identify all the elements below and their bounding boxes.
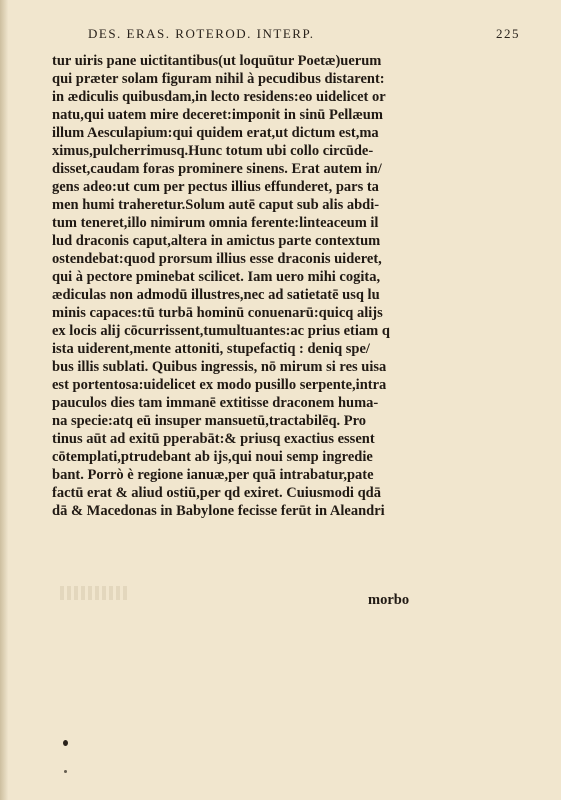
text-line: men humi traheretur.Solum autē caput sub alis abdi- xyxy=(52,197,380,213)
text-line: lud draconis caput,altera in amictus parte contextum xyxy=(52,233,381,249)
text-line: gens adeo:ut cum per pectus illius effunderet, pars ta xyxy=(52,179,379,195)
text-line: est portentosa:uidelicet ex modo pusillo serpente,intra xyxy=(52,377,387,393)
page-number: 225 xyxy=(496,26,520,41)
text-line: disset,caudam foras prominere sinens. Erat autem in/ xyxy=(52,161,382,177)
text-line: ista uiderent,mente attoniti, stupefactiq : deniq spe/ xyxy=(52,341,370,357)
text-line: natu,qui uatem mire deceret:imponit in sinū Pellæum xyxy=(52,107,383,123)
text-line: illum Aesculapium:qui quidem erat,ut dictum est,ma xyxy=(52,125,379,141)
text-line: qui præter solam figuram nihil à pecudibus distarent: xyxy=(52,71,385,87)
ink-spot xyxy=(64,770,67,773)
text-line: minis capaces:tū turbā hominū conuenarū:quicq alijs xyxy=(52,305,383,321)
text-line: tum teneret,illo nimirum omnia ferente:linteaceum il xyxy=(52,215,379,231)
text-line: tur uiris pane uictitantibus(ut loquūtur Poetæ)uerum xyxy=(52,53,382,69)
text-line: ex locis alij cōcurrissent,tumultuantes:ac prius etiam q xyxy=(52,323,390,339)
body-text xyxy=(52,52,432,520)
ink-spot xyxy=(63,740,68,746)
text-line: factū erat & aliud ostiū,per qd exiret. Cuiusmodi qdā xyxy=(52,485,381,501)
text-line: pauculos dies tam immanē extitisse draconem huma- xyxy=(52,395,379,411)
text-line: in ædiculis quibusdam,in lecto residens:eo uidelicet or xyxy=(52,89,386,105)
page-header xyxy=(88,26,520,42)
text-line: tinus aūt ad exitū pperabāt:& priusq exactius essent xyxy=(52,431,375,447)
page-gutter-edge xyxy=(0,0,8,800)
running-head: DES. ERAS. ROTEROD. INTERP. xyxy=(88,26,315,41)
text-line: dā & Macedonas in Babylone fecisse ferūt in Aleandri xyxy=(52,503,385,519)
catchword: morbo xyxy=(368,592,410,608)
text-line: ostendebat:quod prorsum illius esse draconis uideret, xyxy=(52,251,382,267)
text-line: bus illis sublati. Quibus ingressis, nō mirum si res uisa xyxy=(52,359,387,375)
text-line: cōtemplati,ptrudebant ab ijs,qui noui semp ingredie xyxy=(52,449,373,465)
text-line: bant. Porrò è regione ianuæ,per quā intrabatur,pate xyxy=(52,467,374,483)
text-line: ximus,pulcherrimusq.Hunc totum ubi collo circūde- xyxy=(52,143,374,159)
text-line: ædiculas non admodū illustres,nec ad satietatē usq lu xyxy=(52,287,380,303)
show-through-ink xyxy=(60,586,130,600)
text-line: qui à pectore pminebat scilicet. Iam uero mihi cogita, xyxy=(52,269,381,285)
text-line: na specie:atq eū insuper mansuetū,tractabilēq. Pro xyxy=(52,413,367,429)
